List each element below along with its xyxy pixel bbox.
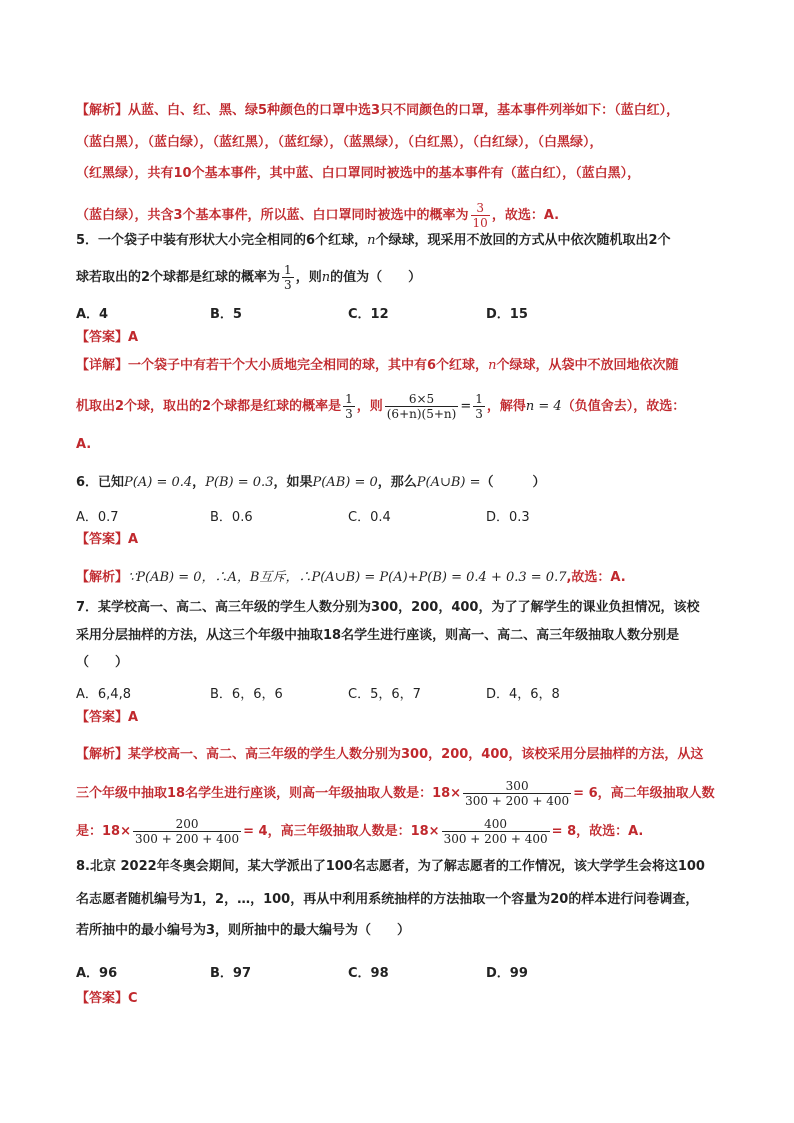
option-d: D．15 (486, 307, 528, 322)
q7-analysis-line1: 【解析】某学校高一、高二、高三年级的学生人数分别为300，200，400，该校采用分层抽样的方法，从这 (76, 747, 704, 762)
q7-analysis-line2: 三个年级中抽取18名学生进行座谈，则高一年级抽取人数是：18× $\frac{300}{300 + 200 + 400}$ = 6，高二年级抽取人数 (76, 779, 715, 808)
probability-fraction: $\frac{3}{10}$ (472, 201, 488, 230)
option-d: D．4，6，8 (486, 687, 560, 702)
q5-stem-line1: 5．一个袋子中装有形状大小完全相同的6个红球，n个绿球，现采用不放回的方式从中依次随机取出2个 (76, 233, 671, 248)
option-d: D．0.3 (486, 510, 530, 525)
option-b: B．6，6，6 (210, 687, 283, 702)
option-a: A．6,4,8 (76, 687, 131, 702)
q7-stem-line3: （ ） (76, 655, 129, 670)
option-c: C．98 (348, 966, 389, 981)
q8-stem-line2: 名志愿者随机编号为1，2，…，100，再从中利用系统抽样的方法抽取一个容量为20的样本进行问卷调查， (76, 892, 699, 907)
option-c: C．5，6，7 (348, 687, 421, 702)
option-a: A．0.7 (76, 510, 119, 525)
q7-analysis-line3: 是：18× $\frac{200}{300 + 200 + 400}$ = 4，高三年级抽取人数是：18× $\frac{400}{300 + 200 + 400}$ = 8，故选：A. (76, 817, 644, 846)
option-d: D．99 (486, 966, 528, 981)
detail-fraction-2: $\frac{6\times 5}{(6+n)(5+n)}$ (386, 392, 457, 421)
q4-analysis-line4: （蓝白绿），共含3个基本事件，所以蓝、白口罩同时被选中的概率为 $\frac{3}{10}$ ，故选：A. (76, 201, 560, 230)
option-b: B．0.6 (210, 510, 253, 525)
q5-detail-line3: A. (76, 437, 92, 452)
q4-analysis-line2: （蓝白黑），（蓝白绿），（蓝红黑），（蓝红绿），（蓝黑绿），（白红黑），（白红绿），（白黑绿）， (76, 135, 603, 150)
q5-answer: 【答案】A (76, 330, 139, 345)
q4-analysis-line3: （红黑绿），共有10个基本事件，其中蓝、白口罩同时被选中的基本事件有（蓝白红），（蓝白黑）， (76, 166, 641, 181)
detail-fraction-1: $\frac{1}{3}$ (345, 392, 353, 421)
option-c: C．0.4 (348, 510, 391, 525)
option-a: A．96 (76, 966, 118, 981)
q6-analysis: 【解析】∵P(AB) = 0，∴A，B互斥，∴P(A∪B) = P(A)+P(B) = 0.4 + 0.3 = 0.7,故选：A. (76, 570, 626, 585)
q5-detail-line1: 【详解】一个袋子中有若干个大小质地完全相同的球，其中有6个红球，n个绿球，从袋中不放回地依次随 (76, 358, 679, 373)
option-b: B．5 (210, 307, 242, 322)
q5-stem-line2: 球若取出的2个球都是红球的概率为 $\frac{1}{3}$ ，则n的值为（ ） (76, 263, 422, 292)
variable-n: n (367, 233, 376, 248)
q5-detail-line2: 机取出2个球，取出的2个球都是红球的概率是 $\frac{1}{3}$ ，则 $\frac{6\times 5}{(6+n)(5+n)}$ = $\frac{1}{3}$ ，解得n = 4（负值舍去），故选： (76, 392, 686, 421)
option-b: B．97 (210, 966, 251, 981)
q8-stem-line3: 若所抽中的最小编号为3，则所抽中的最大编号为（ ） (76, 923, 411, 938)
q7-stem-line1: 7．某学校高一、高二、高三年级的学生人数分别为300，200，400，为了了解学生的课业负担情况，该校 (76, 600, 700, 615)
q6-stem: 6．已知P(A) = 0.4，P(B) = 0.3，如果P(AB) = 0，那么P(A∪B) =（ ） (76, 475, 546, 490)
q4-analysis-line1: 【解析】从蓝、白、红、黑、绿5种颜色的口罩中选3只不同颜色的口罩，基本事件列举如下：（蓝白红）， (76, 103, 680, 118)
q8-stem-line1: 8.北京 2022年冬奥会期间，某大学派出了100名志愿者，为了解志愿者的工作情况，该大学学生会将这100 (76, 859, 705, 874)
q5-probability-fraction: $\frac{1}{3}$ (284, 263, 292, 292)
analysis-tag: 【解析】 (76, 103, 129, 118)
detail-fraction-3: $\frac{1}{3}$ (475, 392, 483, 421)
q6-answer: 【答案】A (76, 532, 139, 547)
q7-stem-line2: 采用分层抽样的方法，从这三个年级中抽取18名学生进行座谈，则高一、高二、高三年级抽取人数分别是 (76, 628, 680, 643)
q8-answer: 【答案】C (76, 991, 138, 1006)
q7-answer: 【答案】A (76, 710, 139, 725)
option-a: A．4 (76, 307, 109, 322)
option-c: C．12 (348, 307, 389, 322)
